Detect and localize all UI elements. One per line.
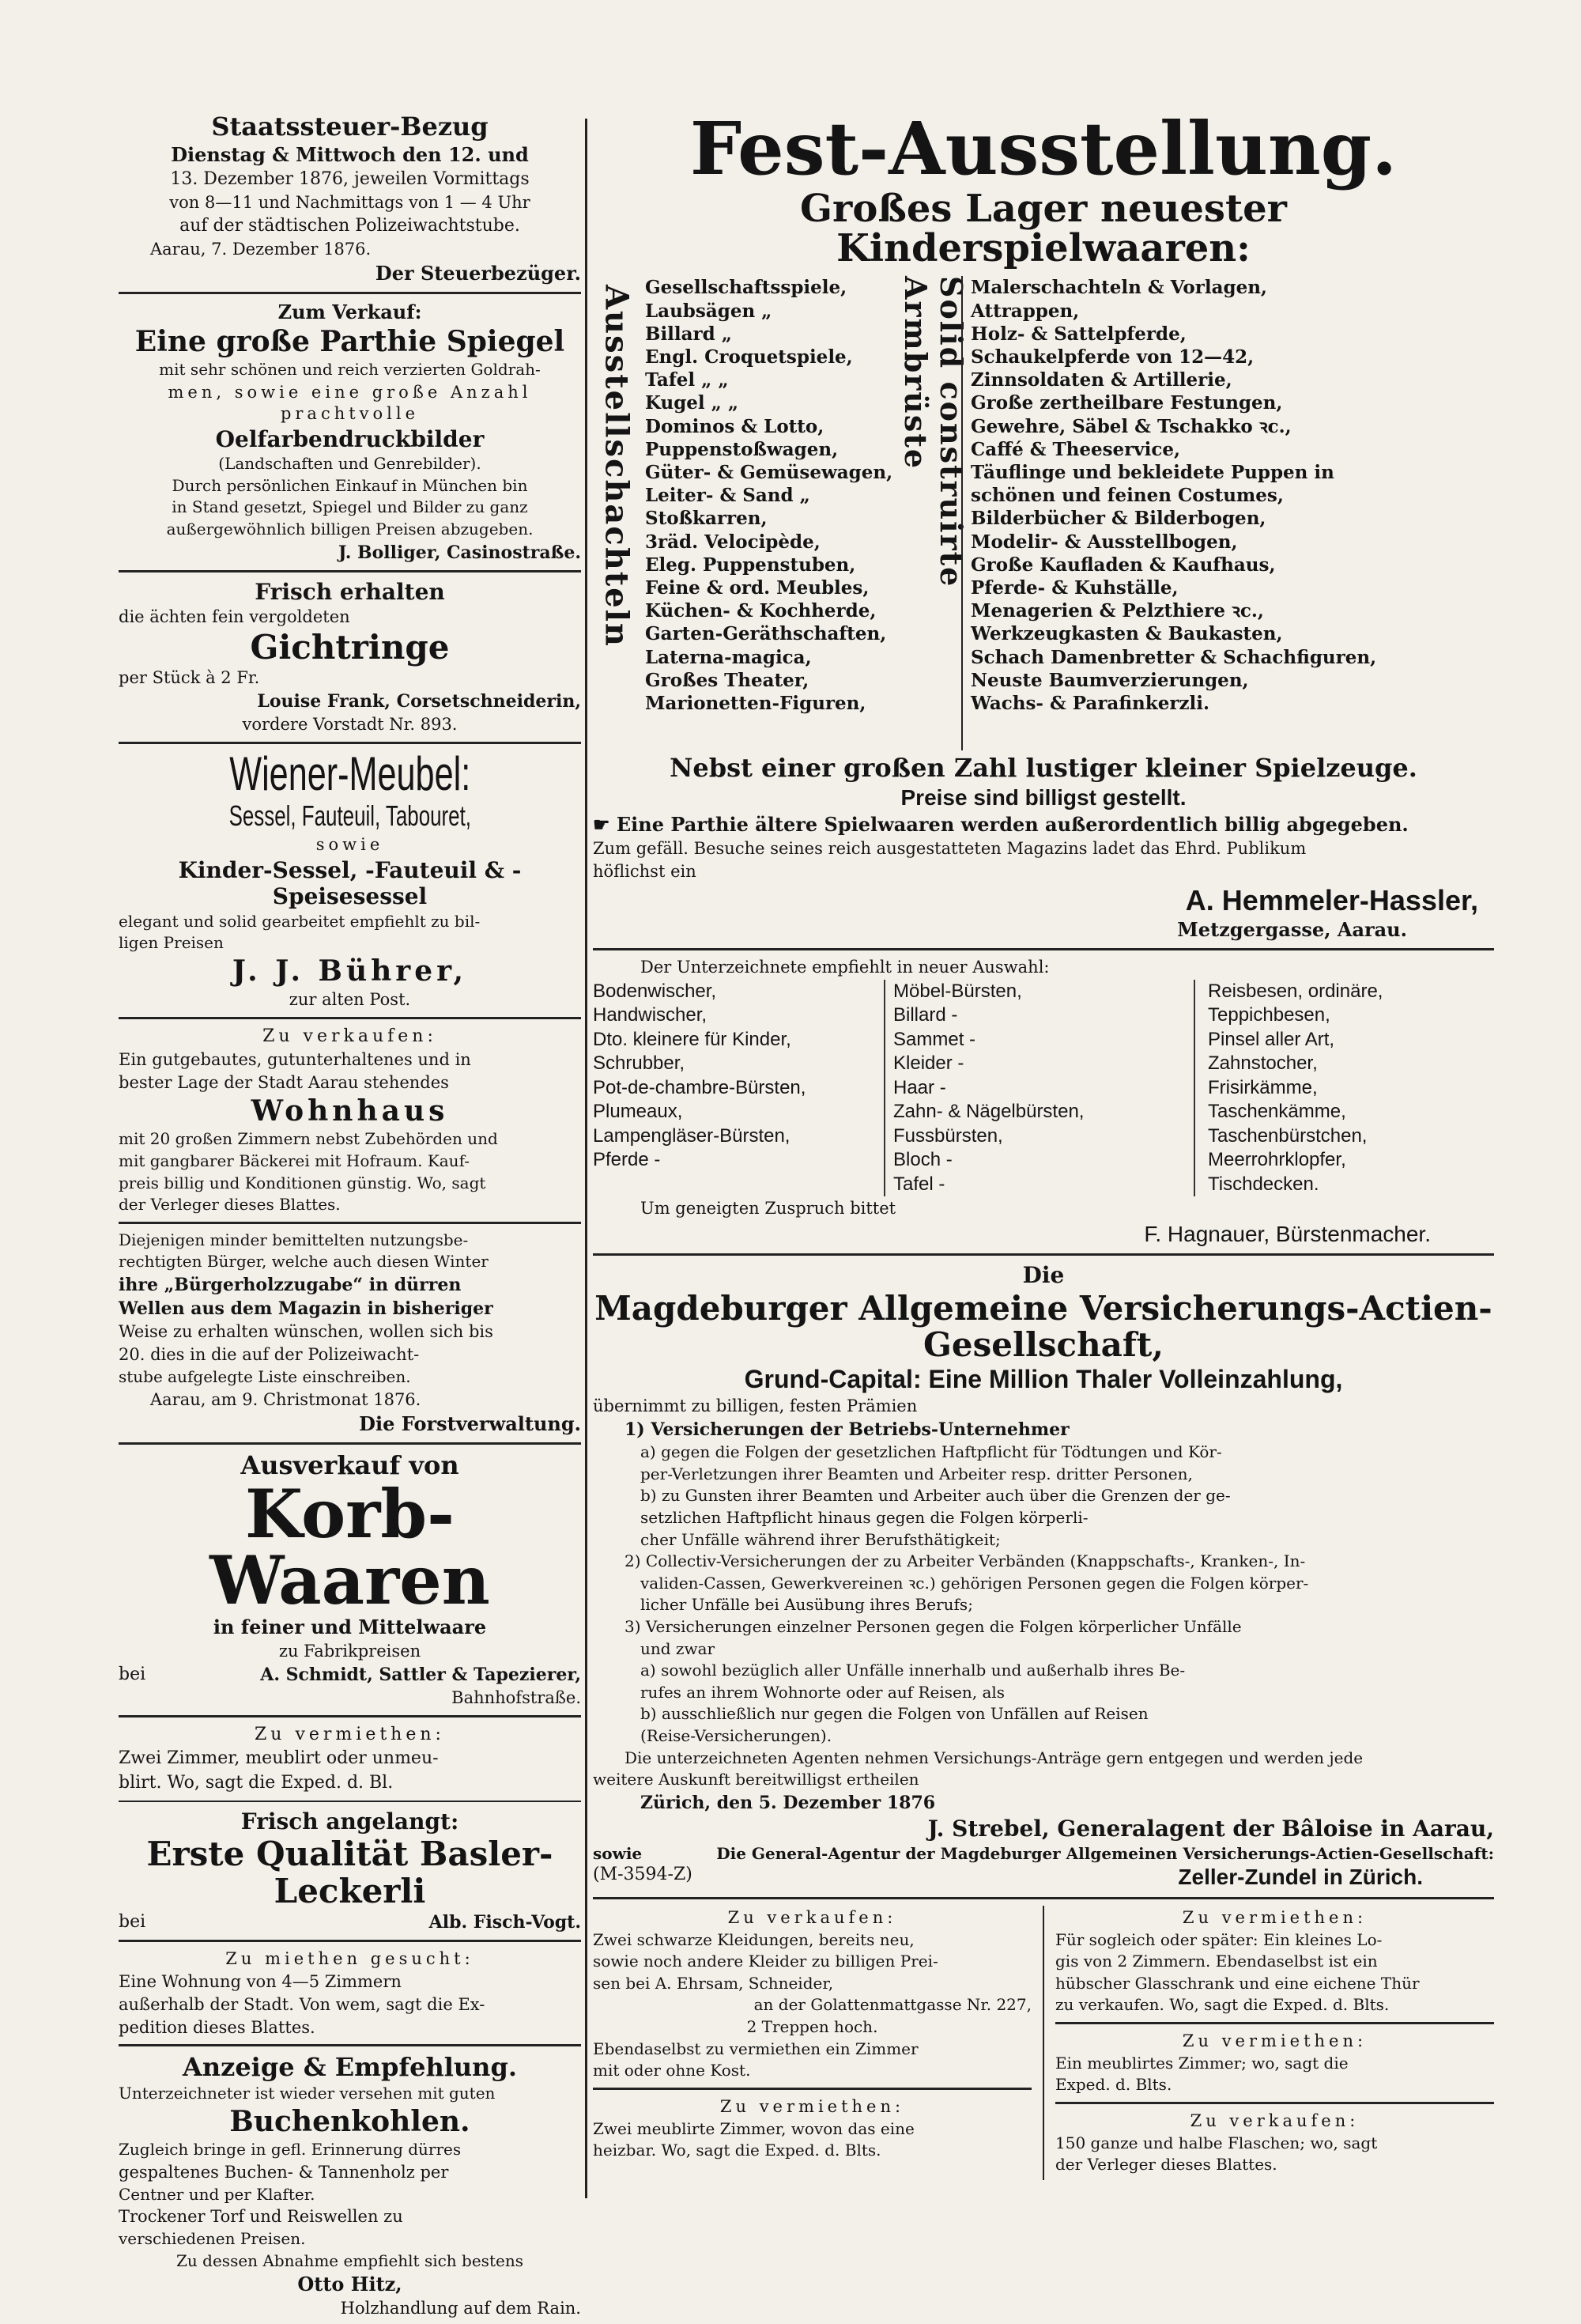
ad-line: a) gegen die Folgen der gesetzlichen Haftpflicht für Tödtungen und Kör-	[640, 1442, 1222, 1462]
ad-address: zur alten Post.	[289, 990, 411, 1010]
left-column	[119, 111, 581, 2324]
ad-agent: J. Strebel, Generalagent der Bâloise in Aarau,	[927, 1815, 1494, 1842]
ad-line: Weise zu erhalten wünschen, wollen sich bis	[119, 1322, 493, 1342]
ad-line: außergewöhnlich billigen Preisen abzugeben.	[166, 519, 534, 538]
small-ads-grid	[593, 1906, 1494, 2180]
buersten-item: Lampengläser-Bürsten,	[593, 1124, 790, 1147]
fest-list-item: Caffé & Theeservice,	[971, 438, 1181, 460]
fest-list-item: Tafel „ „	[645, 369, 729, 391]
buersten-item: Sammet -	[893, 1028, 976, 1050]
buersten-item: Reisbesen, ordinäre,	[1208, 980, 1383, 1002]
ad-line: Für sogleich oder später: Ein kleines Lo-	[1055, 1929, 1383, 1949]
divider	[119, 2044, 581, 2046]
ad-line: auf der städtischen Polizeiwachtstube.	[179, 215, 520, 236]
ad-sowie: sowie	[593, 1843, 643, 1863]
ad-heading: Zum Verkauf:	[277, 300, 422, 323]
fest-list-item: Neuste Baumverzierungen,	[971, 669, 1249, 691]
divider	[1055, 2022, 1494, 2024]
ad-heading: Zu vermiethen:	[719, 2096, 905, 2116]
ad-line: Unterzeichneter ist wieder versehen mit guten	[119, 2084, 496, 2103]
ad-subtitle: Oelfarbendruckbilder	[215, 425, 485, 452]
ad-signature: F. Hagnauer, Bürstenmacher.	[1144, 1221, 1431, 1246]
ad-line: bester Lage der Stadt Aarau stehendes	[119, 1073, 449, 1093]
ad-line: und zwar	[640, 1638, 715, 1658]
ad-fest-ausstellung	[593, 106, 1494, 942]
ad-line: sowie noch andere Kleider zu billigen Prei-	[593, 1952, 938, 1971]
buersten-item: Tischdecken.	[1208, 1173, 1319, 1195]
ad-leckerli	[119, 1808, 581, 1933]
vertical-label: Ausstellschachteln	[598, 284, 636, 648]
ad-signature: Die Forstverwaltung.	[359, 1411, 581, 1435]
fest-list-item: Marionetten-Figuren,	[645, 693, 866, 715]
fest-list-item: Puppenstoßwagen,	[645, 438, 839, 460]
fest-list-item: Großes Theater,	[645, 669, 809, 691]
ad-address: vordere Vorstadt Nr. 893.	[242, 715, 458, 735]
ad-line: gis von 2 Zimmern. Ebendaselbst ist ein	[1055, 1952, 1378, 1971]
ad-pre: Die	[1022, 1262, 1065, 1289]
buersten-col-3	[1195, 980, 1494, 1196]
ad-signature-row	[119, 1664, 581, 1686]
ad-signature-row	[119, 1911, 581, 1933]
ad-zimmer-meubliert	[1055, 2031, 1494, 2095]
ad-signature: Louise Frank, Corsetschneiderin,	[257, 691, 581, 712]
fest-list-item: schönen und feinen Costumes,	[971, 485, 1284, 507]
ad-line: 2 Treppen hoch.	[746, 2016, 878, 2036]
fest-list-item: Garten-Geräthschaften,	[645, 623, 887, 645]
ad-line: sen bei A. Ehrsam, Schneider,	[593, 1973, 834, 1993]
fest-list-item: Zinnsoldaten & Artillerie,	[971, 369, 1232, 391]
ad-line: Um geneigten Zuspruch bittet	[640, 1199, 896, 1218]
ad-line: elegant und solid gearbeitet empfiehlt zu bil-	[119, 911, 481, 931]
ad-subtitle: Kinder-Sessel, -Fauteuil & -Speisesessel	[178, 856, 522, 910]
fest-list-item: Laterna-magica,	[645, 646, 812, 668]
ad-title-text: Wiener-Meubel:	[229, 747, 470, 801]
ad-agent: Die General-Agentur der Magdeburger Allgemeinen Versicherungs-Actien-Gesellschaft:	[716, 1843, 1494, 1863]
buersten-item: Bloch -	[893, 1149, 953, 1171]
ad-line: 150 ganze und halbe Flaschen; wo, sagt	[1055, 2133, 1378, 2152]
fest-list-item: Große Kaufladen & Kaufhaus,	[971, 554, 1276, 576]
fest-list-item: Bilderbücher & Bilderbogen,	[971, 508, 1266, 530]
fest-list-right	[971, 276, 1494, 715]
buersten-col-1	[593, 980, 885, 1196]
ad-heading: Zu miethen gesucht:	[225, 1948, 474, 1968]
ad-title: Wohnhaus	[251, 1094, 449, 1128]
ad-holz	[119, 1230, 581, 1436]
divider	[119, 1715, 581, 1717]
ad-line: hübscher Glasschrank und eine eichene Thür	[1055, 1973, 1420, 1993]
small-ads-right	[1044, 1906, 1494, 2180]
ad-heading: Zu verkaufen:	[262, 1026, 437, 1047]
ad-title: Magdeburger Allgemeine Versicherungs-Actien-Gesellschaft,	[594, 1289, 1492, 1365]
ad-line: übernimmt zu billigen, festen Prämien	[593, 1396, 918, 1416]
fest-list-item: Feine & ord. Meubles,	[645, 577, 870, 599]
ad-title: Staatssteuer-Bezug	[211, 111, 489, 142]
buersten-item: Schrubber,	[593, 1052, 685, 1075]
buersten-item: Taschenbürstchen,	[1208, 1124, 1368, 1147]
ad-heading: Zu verkaufen:	[1190, 2111, 1360, 2131]
ad-signature: A. Schmidt, Sattler & Tapezierer,	[260, 1665, 581, 1686]
ad-signature: Der Steuerbezüger.	[375, 261, 581, 285]
ad-line: mit 20 großen Zimmern nebst Zubehörden und	[119, 1129, 498, 1149]
ad-line: in Stand gesetzt, Spiegel und Bilder zu ganz	[172, 497, 528, 517]
ad-heading: Anzeige & Empfehlung.	[183, 2052, 517, 2083]
buersten-item: Plumeaux,	[593, 1101, 683, 1123]
buersten-item: Billard -	[893, 1004, 958, 1026]
ad-title	[119, 747, 581, 801]
ad-agent-row	[593, 1844, 1494, 1865]
ad-line-text: Sessel, Fauteuil, Tabouret,	[228, 799, 471, 833]
ad-line: Nebst einer großen Zahl lustiger kleiner Spielzeuge.	[670, 753, 1417, 784]
ad-line: setzlichen Haftpflicht hinaus gegen die Folgen körperli-	[640, 1508, 1089, 1528]
divider	[593, 948, 1494, 950]
ad-heading: Frisch erhalten	[255, 578, 445, 605]
ad-prefix: bei	[119, 1665, 146, 1685]
ad-line: 20. dies in die auf der Polizeiwacht-	[119, 1345, 420, 1365]
ad-line: Zwei schwarze Kleidungen, bereits neu,	[593, 1929, 915, 1949]
fest-list-divider	[961, 276, 963, 750]
ad-date: Aarau, 7. Dezember 1876.	[150, 239, 372, 259]
fest-list-item: Stoßkarren,	[645, 508, 768, 530]
fest-list-item: Laubsägen „	[645, 300, 772, 322]
ad-line: (Reise-Versicherungen).	[640, 1725, 832, 1745]
ad-line: validen-Cassen, Gewerkvereinen ꝛc.) gehörigen Personen gegen die Folgen körper-	[640, 1573, 1309, 1593]
ad-line: Zwei Zimmer, meublirt oder unmeu-	[119, 1748, 439, 1769]
ad-heading: Zu vermiethen:	[255, 1725, 445, 1745]
ad-line: weitere Auskunft bereitwilligst ertheilen	[593, 1770, 919, 1789]
fest-list-item: Kugel „ „	[645, 392, 739, 414]
fest-list-item: Täuflinge und bekleidete Puppen in	[971, 462, 1334, 483]
fest-list-item: Engl. Croquetspiele,	[645, 346, 853, 368]
ad-line: Zugleich bringe in gefl. Erinnerung dürres	[119, 2140, 462, 2160]
buersten-item: Frisirkämme,	[1208, 1076, 1318, 1098]
ad-buchen	[119, 2053, 581, 2319]
ad-heading: Der Unterzeichnete empfiehlt in neuer Auswahl:	[640, 957, 1050, 977]
divider	[119, 1940, 581, 1942]
ad-line: der Verleger dieses Blattes.	[1055, 2155, 1277, 2175]
ad-heading: Ausverkauf von	[240, 1449, 459, 1480]
ad-line: zu Fabrikpreisen	[278, 1642, 421, 1661]
ad-code: (M-3594-Z)	[593, 1865, 692, 1885]
fest-list-item: Pferde- & Kuhställe,	[971, 577, 1179, 599]
ad-line: an der Golattenmattgasse Nr. 227,	[753, 1995, 1032, 2015]
ad-line: per-Verletzungen ihrer Beamten und Arbeiter resp. dritter Personen,	[640, 1464, 1193, 1483]
ad-line: Wellen aus dem Magazin in bisheriger	[119, 1298, 493, 1320]
ad-line: stube aufgelegte Liste einschreiben.	[119, 1367, 411, 1387]
fest-list-item: Eleg. Puppenstuben,	[645, 554, 856, 576]
ad-title: Erste Qualität Basler-Leckerli	[146, 1835, 553, 1910]
ad-signature: J. J. Bührer,	[232, 954, 468, 988]
ad-line: (Landschaften und Genrebilder).	[218, 454, 481, 474]
ad-line: Exped. d. Blts.	[1055, 2075, 1172, 2095]
fest-list-item: Gesellschaftsspiele,	[645, 277, 847, 299]
ad-line: mit oder ohne Kost.	[593, 2061, 751, 2080]
divider	[119, 1017, 581, 1019]
ad-line: sowie	[315, 834, 384, 854]
ad-line: ihre „Bürgerholzzugabe“ in dürren	[119, 1275, 462, 1296]
fest-list-item: Modelir- & Ausstellbogen,	[971, 531, 1238, 553]
ad-line: Ebendaselbst zu vermiethen ein Zimmer	[593, 2039, 919, 2058]
divider	[1055, 2102, 1494, 2104]
ad-line-text: Eine Parthie ältere Spielwaaren werden außerordentlich billig abgegeben.	[616, 812, 1409, 836]
ad-buersten	[593, 957, 1494, 1248]
buersten-item: Möbel-Bürsten,	[893, 980, 1022, 1002]
ad-line: Dienstag & Mittwoch den 12. und	[171, 142, 529, 166]
fest-list-item: 3räd. Velocipède,	[645, 531, 821, 553]
ad-versicherung	[593, 1262, 1494, 1890]
fest-list-item: Große zertheilbare Festungen,	[971, 392, 1283, 414]
fest-list-1	[645, 276, 906, 715]
ad-line: Zwei meublirte Zimmer, wovon das eine	[593, 2118, 915, 2138]
ad-heading: Zu verkaufen:	[727, 1907, 897, 1927]
ad-line: preis billig und Konditionen günstig. Wo, sagt	[119, 1173, 486, 1192]
fest-list-item: Wachs- & Parafinkerzli.	[971, 693, 1210, 715]
ad-line: verschiedenen Preisen.	[119, 2229, 306, 2249]
ad-line: men, sowie eine große Anzahl prachtvolle	[168, 382, 532, 423]
ad-zimmer-1	[119, 1724, 581, 1793]
fest-list-item: Malerschachteln & Vorlagen,	[971, 277, 1267, 299]
ad-line: 13. Dezember 1876, jeweilen Vormittags	[170, 168, 530, 189]
ad-title: Buchenkohlen.	[229, 2104, 470, 2138]
ad-line: rufes an ihrem Wohnorte oder auf Reisen, als	[640, 1682, 1006, 1702]
ad-heading: Frisch angelangt:	[240, 1808, 459, 1835]
ad-line: Ein gutgebautes, gutunterhaltenes und in	[119, 1050, 471, 1070]
ad-date: Aarau, am 9. Christmonat 1876.	[150, 1389, 421, 1409]
ad-gichtringe	[119, 579, 581, 736]
ad-line: von 8—11 und Nachmittags von 1 — 4 Uhr	[169, 192, 530, 212]
ad-wohnhaus	[119, 1026, 581, 1215]
buersten-item: Meerrohrklopfer,	[1208, 1149, 1346, 1171]
buersten-item: Teppichbesen,	[1208, 1004, 1330, 1026]
divider	[119, 742, 581, 744]
ad-line: licher Unfälle bei Ausübung ihres Berufs;	[640, 1595, 973, 1615]
right-column	[593, 106, 1494, 2180]
buersten-item: Fussbürsten,	[893, 1124, 1003, 1147]
ad-agent-row	[593, 1864, 1494, 1891]
ad-flaschen	[1055, 2110, 1494, 2175]
ad-address: Metzgergasse, Aarau.	[1177, 917, 1407, 941]
ad-line: 3) Versicherungen einzelner Personen gegen die Folgen körperlicher Unfälle	[624, 1617, 1242, 1637]
ad-line: Zum gefäll. Besuche seines reich ausgestatteten Magazins ladet das Ehrd. Publikum	[593, 838, 1307, 858]
ad-line: zu verkaufen. Wo, sagt die Exped. d. Blts.	[1055, 1995, 1390, 2015]
ad-prefix: bei	[119, 1911, 146, 1932]
ad-line: Diejenigen minder bemittelten nutzungsbe-	[119, 1230, 469, 1249]
ad-line: Centner und per Klafter.	[119, 2184, 315, 2204]
ad-date: Zürich, den 5. Dezember 1876	[640, 1792, 936, 1813]
buersten-item: Handwischer,	[593, 1004, 707, 1026]
ad-line: Zu dessen Abnahme empfiehlt sich bestens	[176, 2250, 523, 2270]
ad-line: blirt. Wo, sagt die Exped. d. Bl.	[119, 1772, 394, 1793]
fest-list-item: Holz- & Sattelpferde,	[971, 323, 1187, 345]
ad-line: Eine Wohnung von 4—5 Zimmern	[119, 1971, 402, 1991]
buersten-item: Bodenwischer,	[593, 980, 717, 1002]
divider	[119, 1222, 581, 1224]
column-divider	[585, 119, 587, 2198]
fest-list-item: Billard „	[645, 323, 732, 345]
ad-title: Gichtringe	[250, 628, 450, 667]
ad-signature: A. Hemmeler-Hassler,	[1185, 883, 1478, 916]
ad-line: heizbar. Wo, sagt die Exped. d. Blts.	[593, 2141, 881, 2160]
ad-line: Preise sind billigst gestellt.	[900, 785, 1187, 811]
small-ads-left	[593, 1906, 1044, 2180]
ad-signature: Alb. Fisch-Vogt.	[428, 1911, 581, 1933]
divider	[119, 1442, 581, 1445]
buersten-item: Zahnstocher,	[1208, 1052, 1318, 1075]
fest-list-item: Werkzeugkasten & Baukasten,	[971, 623, 1283, 645]
fest-list-item: Güter- & Gemüsewagen,	[645, 462, 893, 483]
divider	[593, 1897, 1494, 1899]
ad-line: pedition dieses Blattes.	[119, 2017, 315, 2037]
ad-line: der Verleger dieses Blattes.	[119, 1195, 341, 1215]
ad-kleidungen	[593, 1907, 1032, 2081]
vertical-label: Solid construirte Armbrüste	[898, 276, 969, 588]
divider	[119, 1801, 581, 1802]
ad-line: per Stück à 2 Fr.	[119, 668, 260, 688]
divider	[119, 292, 581, 294]
fest-list-item: Menagerien & Pelzthiere ꝛc.,	[971, 600, 1264, 622]
ad-title: Fest-Ausstellung.	[689, 106, 1398, 191]
buersten-table	[593, 980, 1494, 1196]
ad-title: Korb-Waaren	[209, 1475, 490, 1620]
buersten-item: Dto. kleinere für Kinder,	[593, 1028, 791, 1050]
ad-line: cher Unfälle während ihrer Berufsthätigkeit;	[640, 1529, 1001, 1549]
fest-list-item: Schach Damenbretter & Schachfiguren,	[971, 646, 1377, 668]
ad-title: Eine große Parthie Spiegel	[134, 324, 565, 358]
fest-list-item: Gewehre, Säbel & Tschakko ꝛc.,	[971, 415, 1292, 437]
buersten-item: Zahn- & Nägelbürsten,	[893, 1101, 1085, 1123]
buersten-col-2	[885, 980, 1195, 1196]
ad-line: b) zu Gunsten ihrer Beamten und Arbeiter auch über die Grenzen der ge-	[640, 1486, 1231, 1506]
ad-line: mit gangbarer Bäckerei mit Hofraum. Kauf-	[119, 1151, 470, 1171]
ad-heading: Zu vermiethen:	[1182, 1907, 1368, 1927]
fest-lists	[593, 276, 1494, 750]
ad-line: die ächten fein vergoldeten	[119, 607, 350, 627]
buersten-item: Haar -	[893, 1076, 946, 1098]
ad-korb	[119, 1451, 581, 1710]
pointing-hand-icon: ☛	[593, 812, 610, 836]
buersten-item: Pinsel aller Art,	[1208, 1028, 1335, 1050]
ad-line: mit sehr schönen und reich verzierten Goldrah-	[159, 360, 541, 380]
ad-signature: J. Bolliger, Casinostraße.	[338, 542, 581, 563]
ad-line: ligen Preisen	[119, 933, 224, 953]
buersten-item: Taschenkämme,	[1208, 1101, 1346, 1123]
ad-address: Bahnhofstraße.	[451, 1688, 581, 1708]
ad-line: rechtigten Bürger, welche auch diesen Winter	[119, 1252, 489, 1272]
ad-agent: Zeller-Zundel in Zürich.	[1178, 1865, 1423, 1890]
ad-line: gespaltenes Buchen- & Tannenholz per	[119, 2162, 449, 2182]
ad-line	[593, 813, 1494, 837]
ad-capital: Grund-Capital: Eine Million Thaler Volleinzahlung,	[744, 1365, 1343, 1394]
ad-address: Holzhandlung auf dem Rain.	[340, 2299, 581, 2318]
ad-staatssteuer	[119, 112, 581, 285]
divider	[119, 570, 581, 572]
ad-line: 2) Collectiv-Versicherungen der zu Arbeiter Verbänden (Knappschafts-, Kranken-, In-	[624, 1551, 1306, 1571]
ad-line	[119, 799, 581, 832]
ad-heading: Zu vermiethen:	[1182, 2031, 1368, 2050]
ad-spiegel	[119, 300, 581, 564]
ad-line: 1) Versicherungen der Betriebs-Unternehmer	[624, 1419, 1070, 1441]
ad-zimmer-2	[593, 2096, 1032, 2161]
fest-list-item: Attrappen,	[971, 300, 1080, 322]
ad-line: Ein meublirtes Zimmer; wo, sagt die	[1055, 2053, 1349, 2073]
ad-subtitle: Großes Lager neuester Kinderspielwaaren:	[800, 186, 1287, 270]
divider	[593, 2088, 1032, 2090]
ad-line: höflichst ein	[593, 861, 696, 881]
fest-list-item: Leiter- & Sand „	[645, 485, 810, 507]
ad-line: a) sowohl bezüglich aller Unfälle innerhalb und außerhalb ihres Be-	[640, 1661, 1186, 1680]
ad-line: Trockener Torf und Reiswellen zu	[119, 2207, 403, 2227]
fest-list-item: Küchen- & Kochherde,	[645, 600, 877, 622]
ad-line: Die unterzeichneten Agenten nehmen Versichungs-Anträge gern entgegen und werden jede	[624, 1748, 1364, 1767]
fest-list-item: Schaukelpferde von 12—42,	[971, 346, 1255, 368]
buersten-item: Pferde -	[593, 1149, 661, 1171]
ad-meubel	[119, 747, 581, 1011]
fest-list-item: Dominos & Lotto,	[645, 415, 824, 437]
ad-line: Durch persönlichen Einkauf in München bin	[172, 475, 528, 495]
fest-list-2	[971, 276, 1494, 715]
ad-line: außerhalb der Stadt. Von wem, sagt die Ex-	[119, 1994, 485, 2014]
divider	[593, 1253, 1494, 1256]
ad-signature: Otto Hitz,	[297, 2273, 402, 2296]
buersten-item: Kleider -	[893, 1052, 964, 1075]
buersten-item: Pot-de-chambre-Bürsten,	[593, 1076, 806, 1098]
ad-line: in feiner und Mittelwaare	[213, 1615, 487, 1639]
ad-line: b) ausschließlich nur gegen die Folgen von Unfällen auf Reisen	[640, 1704, 1149, 1724]
fest-list-left	[640, 276, 906, 715]
ad-wohnung	[119, 1948, 581, 2039]
ad-logis	[1055, 1907, 1494, 2016]
buersten-item: Tafel -	[893, 1173, 945, 1195]
